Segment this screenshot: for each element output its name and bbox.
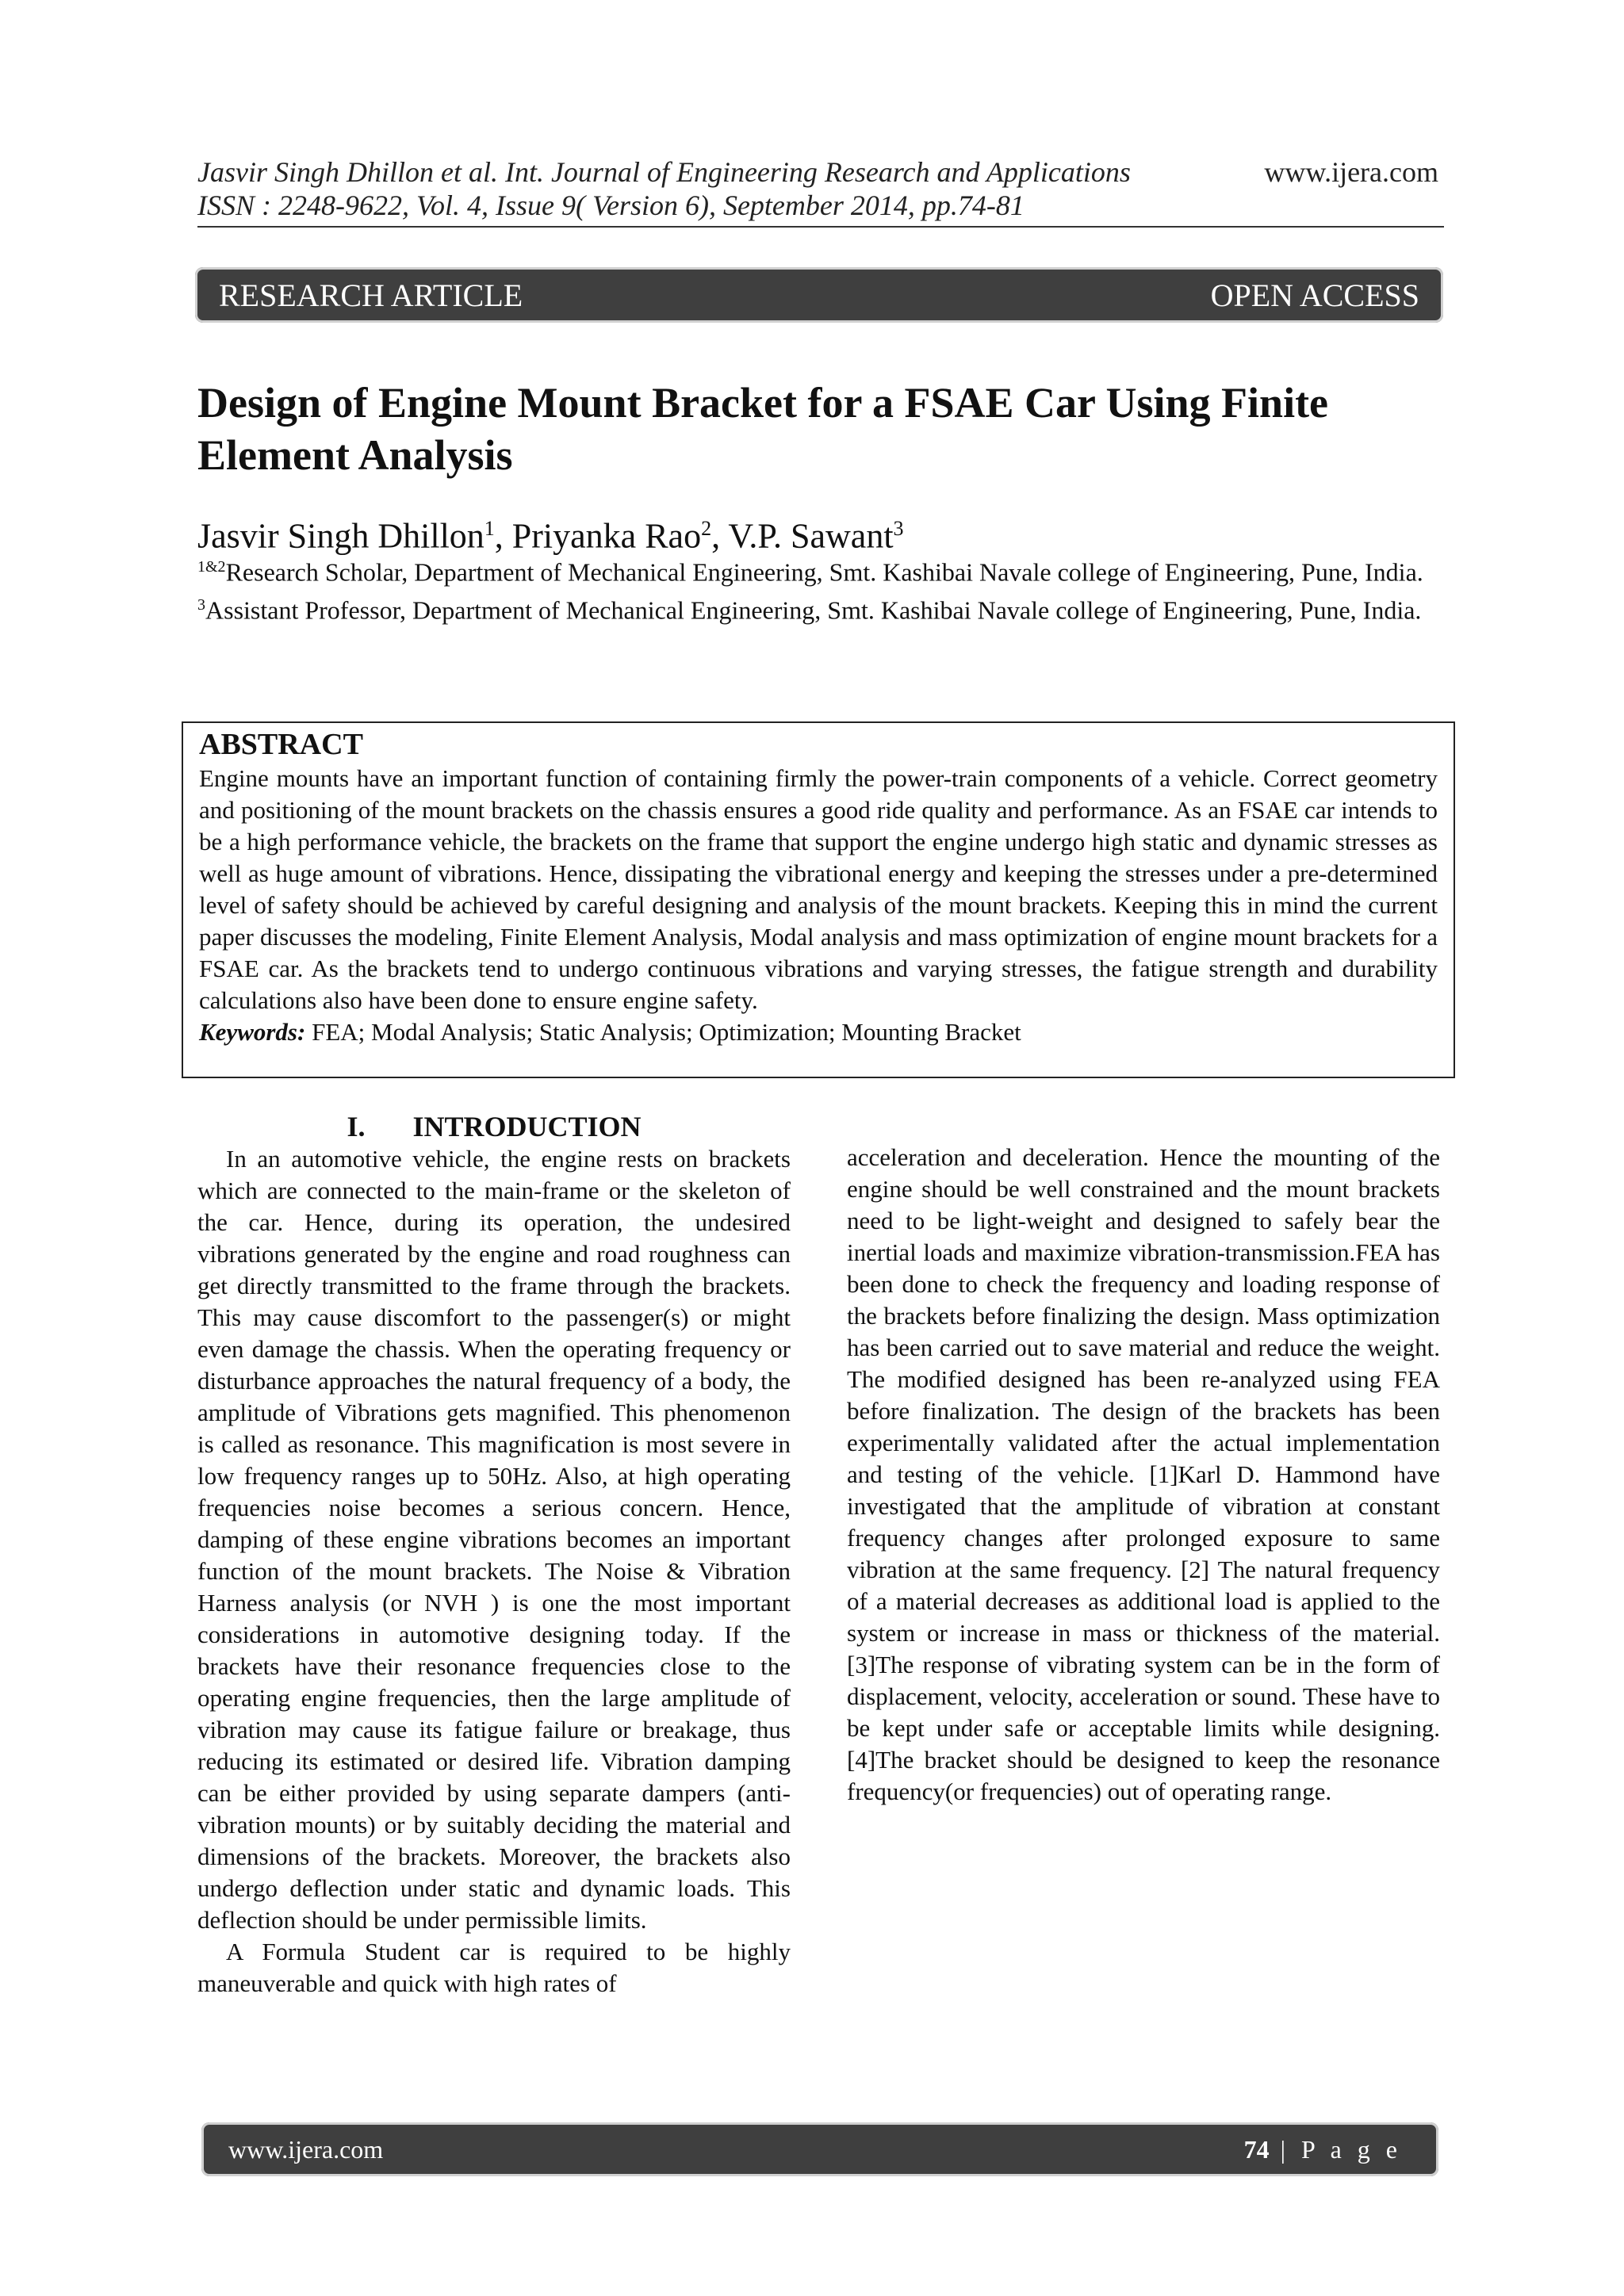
page-footer [201, 2122, 1438, 2176]
issn-line: ISSN : 2248-9622, Vol. 4, Issue 9( Version 6), September 2014, pp.74-81 [197, 189, 1025, 221]
author-affiliation-mark: 3 [893, 517, 904, 540]
section-heading [197, 1110, 791, 1143]
left-column [197, 1110, 791, 1999]
author-name: Jasvir Singh Dhillon [197, 516, 485, 556]
affiliation-text: Assistant Professor, Department of Mechanical Engineering, Smt. Kashibai Navale college of Engineering, Pune, India. [205, 595, 1422, 625]
affiliations [197, 552, 1450, 627]
right-column [847, 1142, 1440, 1808]
page-number: 74 [1243, 2134, 1270, 2164]
page-label: | P a g e [1269, 2134, 1402, 2164]
section-number: I. [347, 1111, 366, 1142]
abstract-body: Engine mounts have an important function of containing firmly the power-train components of a vehicle. Correct geometry and positioning of the mount brackets on the chassis ensures a good ride quality and performance. As an FSAE car intends to be a high performance vehicle, the brackets on the frame that support the engine undergo high static and dynamic stresses as well as huge amount of vibrations. Hence, dissipating the vibrational energy and keeping the stresses under a pre-determined level of safety should be achieved by careful designing and analysis of the mount brackets. Keeping this in mind the current paper discusses the modeling, Finite Element Analysis, Modal analysis and mass optimization of engine mount brackets for a FSAE car. As the brackets tend to undergo continuous vibrations and varying stresses, the fatigue strength and durability calculations also have been done to ensure engine safety. [199, 764, 1438, 1014]
keywords-line [199, 1016, 1438, 1048]
body-paragraph: A Formula Student car is required to be highly maneuverable and quick with high rates of [197, 1938, 791, 1997]
keywords-label: Keywords: [199, 1018, 306, 1046]
header-divider [197, 226, 1444, 228]
affiliation-mark: 3 [197, 595, 205, 614]
journal-citation: Jasvir Singh Dhillon et al. Int. Journal of Engineering Research and Applications [197, 156, 1131, 188]
affiliation-item [197, 590, 1450, 626]
author-separator: , [711, 516, 729, 556]
affiliation-item [197, 552, 1450, 588]
author-name: V.P. Sawant [728, 516, 894, 556]
body-paragraph: In an automotive vehicle, the engine rests on brackets which are connected to the main-frame or the skeleton of the car. Hence, during its operation, the undesired vibrations generated by the engine and road roughness can get directly transmitted to the frame through the brackets. This may cause discomfort to the passenger(s) or might even damage the chassis. When the operating frequency or disturbance approaches the natural frequency of a body, the amplitude of Vibrations gets magnified. This phenomenon is called as resonance. This magnification is most severe in low frequency ranges up to 50Hz. Also, at high operating frequencies noise becomes a serious concern. Hence, damping of these engine vibrations becomes an important function of the mount brackets. The Noise & Vibration Harness analysis (or NVH ) is one the most important considerations in automotive designing today. If the brackets have their resonance frequencies close to the operating engine frequencies, then the large amplitude of vibration may cause its fatigue failure or breakage, thus reducing its estimated or desired life. Vibration damping can be either provided by using separate dampers (anti-vibration mounts) or by suitably deciding the material and dimensions of the brackets. Moreover, the brackets also undergo deflection under static and dynamic loads. This deflection should be under permissible limits. [197, 1145, 791, 1934]
abstract-box [182, 721, 1455, 1078]
page-indicator [1244, 2135, 1402, 2164]
author-name: Priyanka Rao [511, 516, 702, 556]
article-type-banner [195, 267, 1443, 323]
running-header [197, 155, 1308, 222]
paper-title: Design of Engine Mount Bracket for a FSAE Car Using Finite Element Analysis [197, 379, 1329, 479]
footer-website-link[interactable]: www.ijera.com [228, 2134, 384, 2164]
author-affiliation-mark: 2 [701, 517, 712, 540]
section-title: INTRODUCTION [412, 1111, 642, 1142]
affiliation-mark: 1&2 [197, 558, 226, 576]
abstract-heading: ABSTRACT [199, 728, 363, 761]
body-paragraph: acceleration and deceleration. Hence the mounting of the engine should be well constrained and the mount brackets need to be light-weight and designed to safely bear the inertial loads and maximize vibration-transmission.FEA has been done to check the frequency and loading response of the brackets before finalizing the design. Mass optimization has been carried out to save material and reduce the weight. The modified designed has been re-analyzed using FEA before finalization. The design of the brackets has been experimentally validated after the actual implementation and testing of the vehicle. [1]Karl D. Hammond have investigated that the amplitude of vibration at constant frequency changes after prolonged exposure to same vibration at the same frequency. [2] The natural frequency of a material decreases as additional load is applied to the system or increase in mass or thickness of the material.[3]The response of vibrating system can be in the form of displacement, velocity, acceleration or sound. These have to be kept under safe or acceptable limits while designing. [4]The bracket should be designed to keep the resonance frequency(or frequencies) out of operating range. [847, 1143, 1440, 1805]
author-affiliation-mark: 1 [484, 517, 495, 540]
research-article-label: RESEARCH ARTICLE [219, 277, 523, 313]
keywords-list: FEA; Modal Analysis; Static Analysis; Optimization; Mounting Bracket [305, 1018, 1021, 1046]
author-list [197, 507, 1434, 558]
header-website-link[interactable]: www.ijera.com [1264, 156, 1438, 188]
open-access-label: OPEN ACCESS [1210, 277, 1419, 313]
author-separator: , [494, 516, 512, 556]
affiliation-text: Research Scholar, Department of Mechanical Engineering, Smt. Kashibai Navale college of Engineering, Pune, India. [225, 557, 1423, 587]
